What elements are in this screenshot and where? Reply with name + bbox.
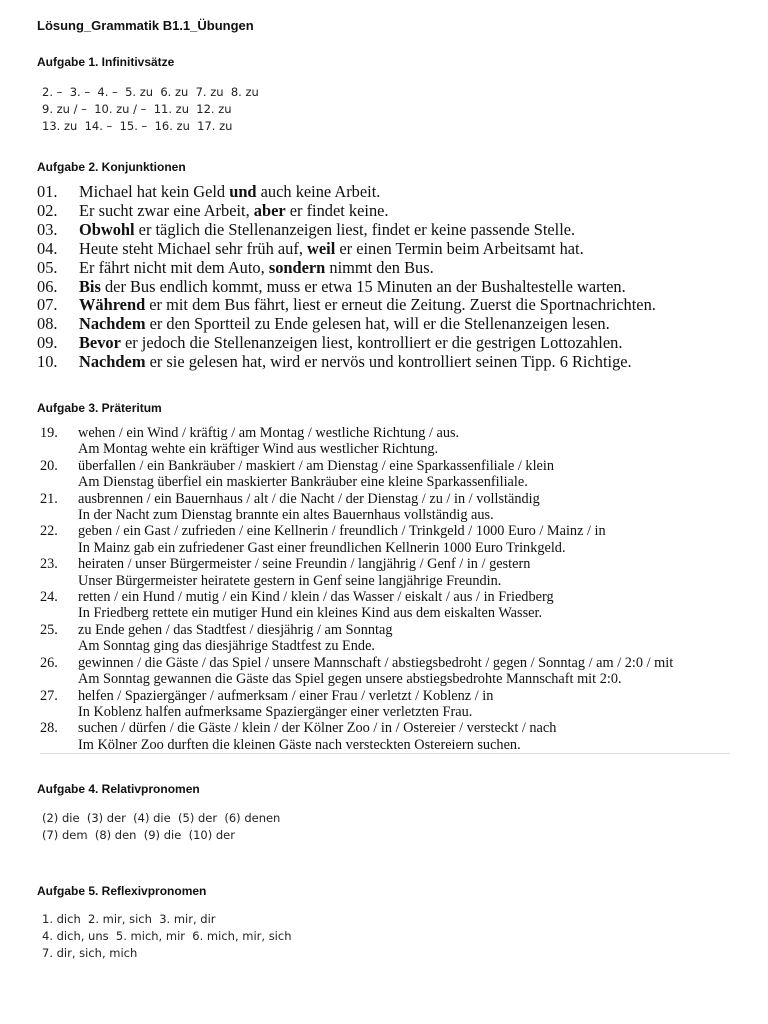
- answer-line: 1. dich 2. mir, sich 3. mir, dir: [42, 912, 216, 926]
- sentence-rest: er jedoch die Stellenanzeigen liest, kontrolliert er die gestrigen Lottozahlen.: [120, 333, 623, 353]
- konjunktion-item: [37, 221, 656, 240]
- item-number: 27.: [40, 687, 58, 704]
- item-sentence: [79, 240, 584, 259]
- item-number: 21.: [40, 490, 58, 507]
- word-prompt: ausbrennen / ein Bauernhaus / alt / die Nacht / der Dienstag / zu / in / vollständig: [78, 490, 540, 507]
- item-number: 26.: [40, 654, 58, 671]
- answer-line: 7. dir, sich, mich: [42, 946, 138, 960]
- item-number: 28.: [40, 720, 58, 737]
- item-number: 08.: [37, 314, 58, 334]
- sentence-start: Heute steht Michael sehr früh auf,: [79, 238, 308, 258]
- word-prompt: zu Ende gehen / das Stadtfest / diesjährig / am Sonntag: [78, 621, 393, 638]
- sentence-start: Michael hat kein Geld: [79, 182, 230, 201]
- answer-line: (7) dem (8) den (9) die (10) der: [42, 828, 235, 842]
- sentence-answer: Am Montag wehte ein kräftiger Wind aus westlicher Richtung.: [78, 441, 439, 458]
- sentence-answer: In Friedberg rettete ein mutiger Hund ein kleines Kind aus dem eiskalten Wasser.: [78, 605, 543, 622]
- item-number: 07.: [37, 295, 58, 315]
- word-prompt: überfallen / ein Bankräuber / maskiert / am Dienstag / eine Sparkassenfiliale / klein: [78, 457, 555, 474]
- item-sentence: [79, 353, 632, 372]
- praeteritum-item: [40, 622, 730, 655]
- sentence-answer: Am Sonntag ging das diesjährige Stadtfest zu Ende.: [78, 638, 376, 655]
- conjunction: Bevor: [79, 333, 121, 353]
- heading-relativpronomen: Aufgabe 4. Relativpronomen: [37, 782, 200, 796]
- praeteritum-item: [40, 425, 730, 458]
- item-sentence: [79, 315, 610, 334]
- item-number: 10.: [37, 352, 58, 372]
- item-number: 20.: [40, 457, 58, 474]
- answer-line: 9. zu / – 10. zu / – 11. zu 12. zu: [42, 102, 232, 116]
- conjunction: aber: [253, 200, 286, 220]
- praeteritum-list: [40, 425, 730, 754]
- conjunction: Nachdem: [79, 352, 146, 372]
- item-number: 06.: [37, 276, 58, 296]
- conjunction: und: [229, 182, 257, 201]
- item-body: [78, 655, 673, 688]
- word-prompt: retten / ein Hund / mutig / ein Kind / klein / das Wasser / eiskalt / aus / in Friedberg: [78, 589, 554, 606]
- conjunction: sondern: [268, 257, 326, 277]
- word-prompt: helfen / Spaziergänger / aufmerksam / einer Frau / verletzt / Koblenz / in: [78, 687, 494, 704]
- page-title: Lösung_Grammatik B1.1_Übungen: [37, 18, 254, 33]
- item-number: 05.: [37, 257, 58, 277]
- item-body: [78, 523, 606, 556]
- conjunction: weil: [307, 238, 336, 258]
- conjunction: Während: [79, 295, 146, 315]
- item-sentence: [79, 278, 626, 297]
- word-prompt: geben / ein Gast / zufrieden / eine Kellnerin / freundlich / Trinkgeld / 1000 Euro / Mainz / in: [78, 523, 606, 540]
- praeteritum-item: [40, 491, 730, 524]
- item-number: 24.: [40, 589, 58, 606]
- item-body: [78, 589, 554, 622]
- heading-reflexivpronomen: Aufgabe 5. Reflexivpronomen: [37, 884, 207, 898]
- konjunktion-item: [37, 259, 656, 278]
- item-sentence: [79, 221, 575, 240]
- praeteritum-item: [40, 589, 730, 622]
- konjunktion-item: [37, 202, 656, 221]
- sentence-answer: Am Dienstag überfiel ein maskierter Bankräuber eine kleine Sparkassenfiliale.: [78, 474, 528, 491]
- item-number: 01.: [37, 182, 58, 201]
- item-body: [78, 425, 459, 458]
- item-sentence: [79, 296, 656, 315]
- sentence-start: Er sucht zwar eine Arbeit,: [79, 200, 254, 220]
- item-sentence: [79, 259, 434, 278]
- item-number: 23.: [40, 556, 58, 573]
- word-prompt: heiraten / unser Bürgermeister / seine Freundin / langjährig / Genf / in / gestern: [78, 556, 531, 573]
- konjunktion-item: [37, 353, 656, 372]
- sentence-rest: er mit dem Bus fährt, liest er erneut die Zeitung. Zuerst die Sportnachrichten.: [145, 295, 656, 315]
- praeteritum-item: [40, 655, 730, 688]
- konjunktion-item: [37, 240, 656, 259]
- infinitiv-answers: [42, 84, 259, 135]
- praeteritum-item: [40, 458, 730, 491]
- sentence-rest: er sie gelesen hat, wird er nervös und kontrolliert seinen Tipp. 6 Richtige.: [145, 352, 632, 372]
- item-number: 04.: [37, 238, 58, 258]
- item-number: 22.: [40, 523, 58, 540]
- praeteritum-item: [40, 523, 730, 556]
- sentence-answer: Am Sonntag gewannen die Gäste das Spiel gegen unsere abstiegsbedrohte Mannschaft mit 2:0.: [78, 671, 622, 688]
- praeteritum-item: [40, 720, 730, 753]
- item-number: 25.: [40, 621, 58, 638]
- sentence-answer: In Koblenz halfen aufmerksame Spaziergänger einer verletzten Frau.: [78, 703, 473, 720]
- item-body: [78, 688, 493, 721]
- answer-line: 4. dich, uns 5. mich, mir 6. mich, mir, sich: [42, 929, 292, 943]
- answer-line: (2) die (3) der (4) die (5) der (6) denen: [42, 811, 281, 825]
- item-body: [78, 458, 554, 491]
- word-prompt: wehen / ein Wind / kräftig / am Montag / westliche Richtung / aus.: [78, 425, 460, 441]
- answer-line: 13. zu 14. – 15. – 16. zu 17. zu: [42, 119, 233, 133]
- conjunction: Bis: [79, 276, 101, 296]
- answer-line: 2. – 3. – 4. – 5. zu 6. zu 7. zu 8. zu: [42, 85, 259, 99]
- konjunktion-item: [37, 183, 656, 202]
- item-number: 09.: [37, 333, 58, 353]
- sentence-rest: er den Sportteil zu Ende gelesen hat, will er die Stellenanzeigen lesen.: [145, 314, 610, 334]
- sentence-rest: er findet keine.: [285, 200, 389, 220]
- sentence-answer: Im Kölner Zoo durften die kleinen Gäste nach versteckten Ostereiern suchen.: [78, 736, 521, 753]
- konjunktion-item: [37, 334, 656, 353]
- heading-infinitivsaetze: Aufgabe 1. Infinitivsätze: [37, 55, 175, 69]
- item-sentence: [79, 202, 389, 221]
- word-prompt: gewinnen / die Gäste / das Spiel / unsere Mannschaft / abstiegsbedroht / gegen / Sonntag / am / 2:0 / mit: [78, 654, 674, 671]
- sentence-rest: auch keine Arbeit.: [256, 182, 381, 201]
- sentence-answer: In Mainz gab ein zufriedener Gast einer freundlichen Kellnerin 1000 Euro Trinkgeld.: [78, 539, 566, 556]
- word-prompt: suchen / dürfen / die Gäste / klein / der Kölner Zoo / in / Ostereier / versteckt / nach: [78, 720, 557, 737]
- item-body: [78, 720, 556, 753]
- reflexiv-answers: [42, 911, 292, 962]
- sentence-rest: er einen Termin beim Arbeitsamt hat.: [335, 238, 584, 258]
- item-number: 03.: [37, 219, 58, 239]
- heading-praeteritum: Aufgabe 3. Präteritum: [37, 401, 162, 415]
- konjunktion-item: [37, 315, 656, 334]
- konjunktionen-list: [37, 183, 656, 372]
- praeteritum-item: [40, 688, 730, 721]
- item-body: [78, 491, 540, 524]
- sentence-answer: Unser Bürgermeister heiratete gestern in Genf seine langjährige Freundin.: [78, 572, 502, 589]
- konjunktion-item: [37, 296, 656, 315]
- conjunction: Nachdem: [79, 314, 146, 334]
- heading-konjunktionen: Aufgabe 2. Konjunktionen: [37, 160, 186, 174]
- sentence-rest: der Bus endlich kommt, muss er etwa 15 Minuten an der Bushaltestelle warten.: [100, 276, 626, 296]
- item-body: [78, 556, 530, 589]
- konjunktion-item: [37, 278, 656, 297]
- sentence-start: Er fährt nicht mit dem Auto,: [79, 257, 269, 277]
- item-number: 02.: [37, 200, 58, 220]
- item-sentence: [79, 183, 380, 202]
- sentence-rest: er täglich die Stellenanzeigen liest, findet er keine passende Stelle.: [134, 219, 576, 239]
- sentence-rest: nimmt den Bus.: [325, 257, 434, 277]
- praeteritum-item: [40, 556, 730, 589]
- relativ-answers: [42, 810, 280, 844]
- item-body: [78, 622, 392, 655]
- sentence-answer: In der Nacht zum Dienstag brannte ein altes Bauernhaus vollständig aus.: [78, 507, 494, 524]
- item-number: 19.: [40, 425, 58, 441]
- conjunction: Obwohl: [79, 219, 135, 239]
- item-sentence: [79, 334, 622, 353]
